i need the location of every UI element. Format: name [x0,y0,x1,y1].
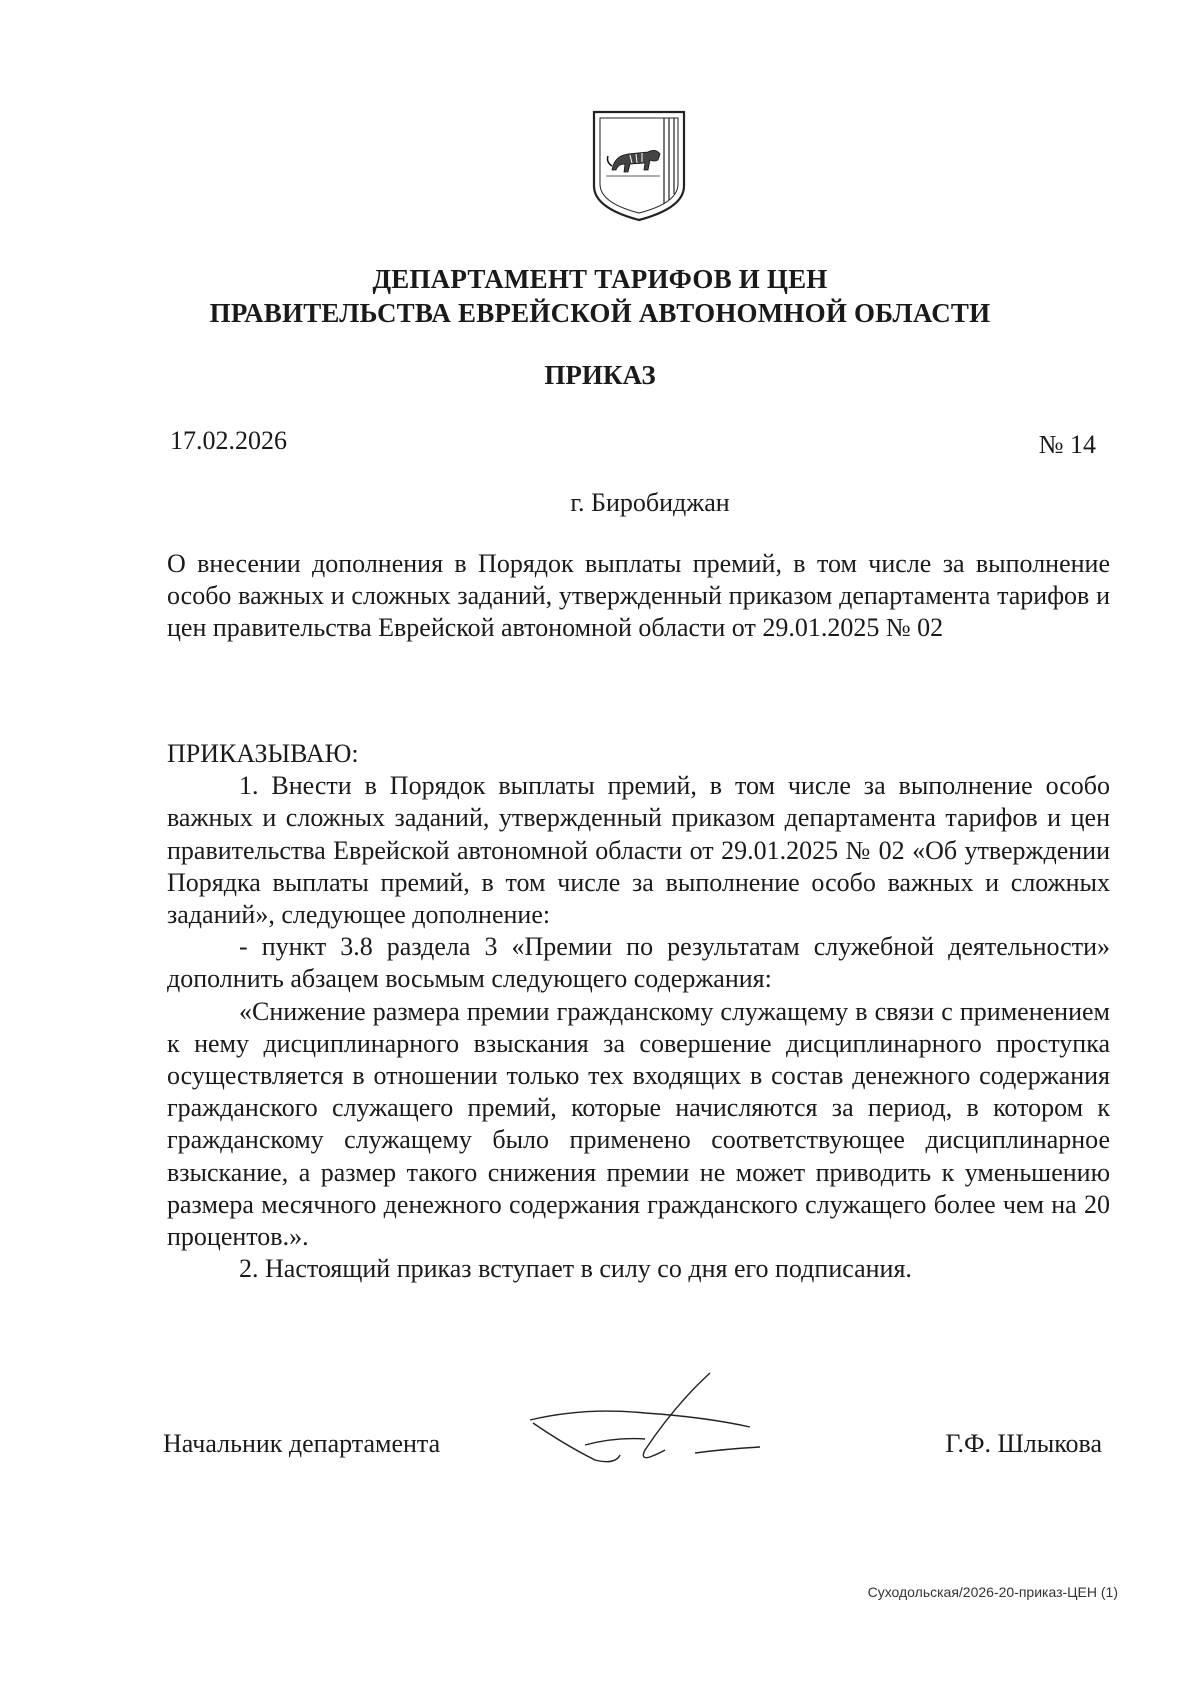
header-line-2: ПРАВИТЕЛЬСТВА ЕВРЕЙСКОЙ АВТОНОМНОЙ ОБЛАСТИ [209,298,991,328]
order-date: 17.02.2026 [170,426,287,455]
order-city: г. Биробиджан [570,488,730,517]
handwritten-signature [525,1365,775,1475]
header-line-1: ДЕПАРТАМЕНТ ТАРИФОВ И ЦЕН [372,264,828,294]
order-body [167,738,1110,1285]
order-item-1-sub: - пункт 3.8 раздела 3 «Премии по результатам служебной деятельности» дополнить абзацем восьмым следующего содержания: [167,932,1110,994]
signatory-name: Г.Ф. Шлыкова [945,1429,1102,1458]
order-command: ПРИКАЗЫВАЮ: [167,739,359,768]
order-item-1: 1. Внести в Порядок выплаты премий, в том числе за выполнение особо важных и сложных заданий, утвержденный приказом департамента тарифов и цен правительства Еврейской автономной области от 29.01.2025 № 02 «Об утверждении Порядка выплаты премий, в том числе за выполнение особо важных и сложных заданий», следующее дополнение: [167,771,1110,930]
coat-of-arms-icon [590,108,688,223]
order-item-2: 2. Настоящий приказ вступает в силу со дня его подписания. [239,1254,912,1284]
signature-icon [525,1365,775,1475]
order-subject: О внесении дополнения в Порядок выплаты премий, в том числе за выполнение особо важных и сложных заданий, утвержденный приказом департамента тарифов и цен правительства Еврейской автономной области от 29.01.2025 № 02 [167,549,1110,642]
signatory-role: Начальник департамента [163,1429,441,1458]
document-reference: Суходольская/2026-20-приказ-ЦЕН (1) [867,1584,1118,1600]
order-number: № 14 [1038,430,1096,459]
order-title: ПРИКАЗ [544,360,656,390]
coat-of-arms-emblem [590,108,688,223]
order-quote: «Снижение размера премии гражданскому служащему в связи с применением к нему дисциплинарного взыскания за совершение дисциплинарного проступка осуществляется в отношении только тех входящих в состав денежного содержания гражданского служащего премий, которые начисляются за период, в котором к гражданскому служащему было применено соответствующее дисциплинарное взыскание, а размер такого снижения премии не может приводить к уменьшению размера месячного денежного содержания гражданского служащего более чем на 20 процентов.». [167,996,1110,1252]
department-header [150,262,1050,330]
